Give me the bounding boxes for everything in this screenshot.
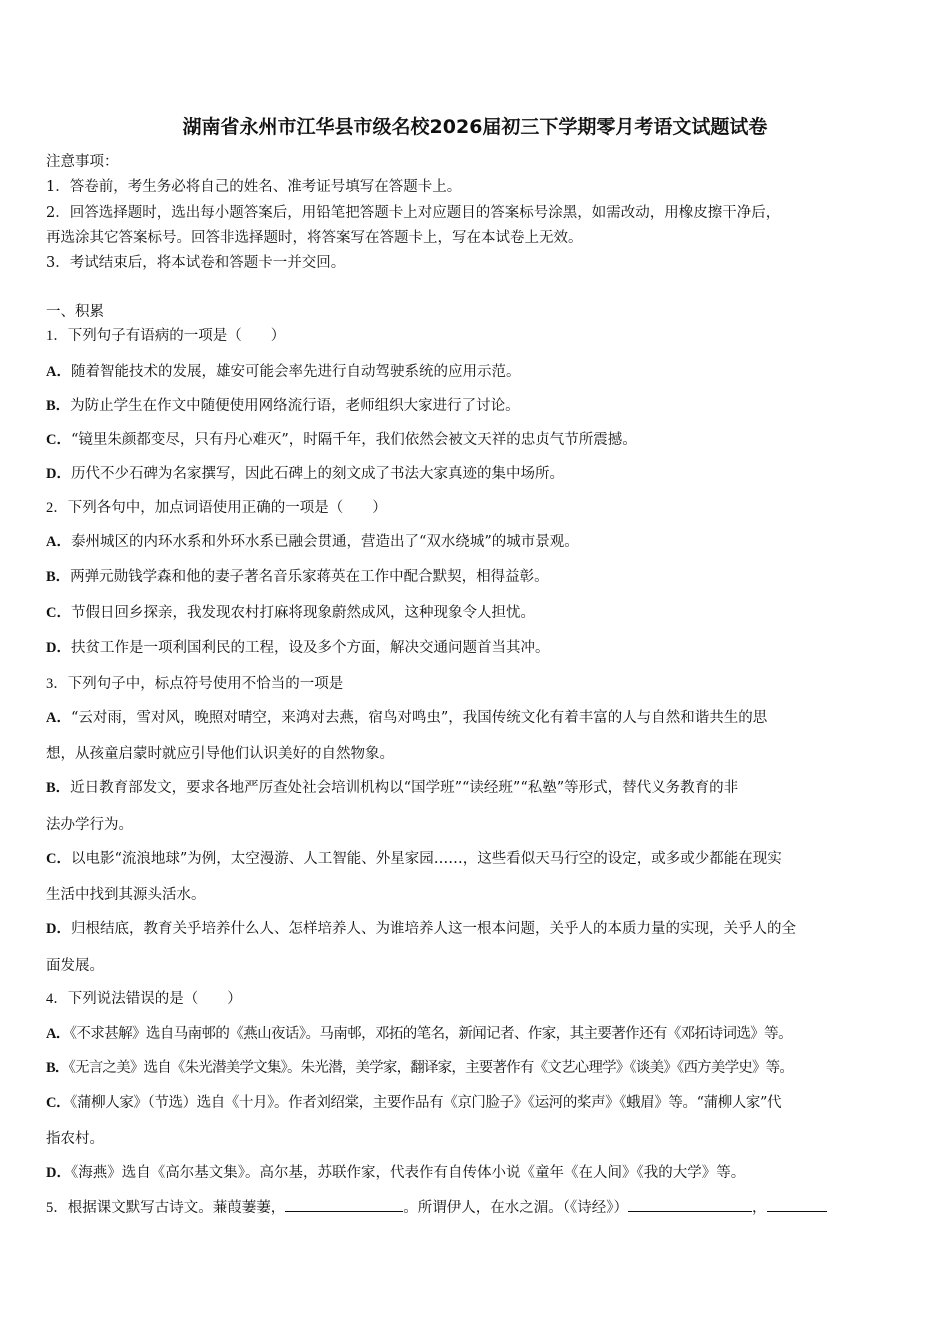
- option-label: D．: [46, 921, 71, 937]
- question-4-stem: [46, 989, 916, 1009]
- option-text: 《不求甚解》选自马南邨的《燕山夜话》。马南邨，邓拓的笔名，新闻记者、作家，其主要著作还有《邓拓诗词选》等。: [69, 1026, 792, 1042]
- question-3-option-a: [46, 708, 916, 728]
- option-label: D．: [46, 640, 71, 656]
- question-number: 3．: [46, 676, 68, 692]
- option-text: “镜里朱颜都变尽，只有丹心难灭”，时隔千年，我们依然会被文天祥的忠贞气节所震撼。: [70, 432, 637, 448]
- question-text-part-1: 根据课文默写古诗文。蒹葭萋萋，: [67, 1200, 286, 1216]
- question-4-option-c-cont: 指农村。: [46, 1131, 104, 1147]
- question-2-option-d: [46, 638, 916, 658]
- question-1-option-d: [46, 464, 916, 484]
- option-label: C．: [46, 605, 71, 621]
- option-text: 两弹元勋钱学森和他的妻子著名音乐家蒋英在工作中配合默契，相得益彰。: [70, 569, 549, 585]
- notice-item-2b: 再选涂其它答案标号。回答非选择题时，将答案写在答题卡上，写在本试卷上无效。: [46, 230, 583, 246]
- notice-item-3: 3．考试结束后，将本试卷和答题卡一并交回。: [46, 255, 346, 271]
- option-text: 扶贫工作是一项利国利民的工程，设及多个方面，解决交通问题首当其冲。: [70, 640, 550, 656]
- question-1-option-a: [46, 362, 916, 382]
- page-title: 湖南省永州市江华县市级名校2026届初三下学期零月考语文试题试卷: [182, 116, 768, 138]
- question-text: 下列句子中，标点符号使用不恰当的一项是: [67, 676, 344, 692]
- answer-blank-1[interactable]: [285, 1197, 403, 1212]
- question-4-option-a: [46, 1024, 916, 1044]
- question-number: 1．: [46, 328, 68, 344]
- option-text: 泰州城区的内环水系和外环水系已融会贯通，营造出了“双水绕城”的城市景观。: [70, 534, 579, 550]
- question-text-part-2: 。所谓伊人，在水之湄。（《诗经》）: [403, 1200, 628, 1216]
- option-text: “云对雨，雪对风，晚照对晴空，来鸿对去燕，宿鸟对鸣虫”，我国传统文化有着丰富的人与自然和谐共生的思: [70, 710, 768, 726]
- question-1-option-c: [46, 430, 916, 450]
- question-text: 下列句子有语病的一项是（ ）: [67, 328, 286, 344]
- option-label: B．: [46, 1060, 69, 1076]
- question-number: 5．: [46, 1200, 68, 1216]
- notice-item-1: 1．答卷前，考生务必将自己的姓名、准考证号填写在答题卡上。: [46, 179, 462, 195]
- question-5-stem: [46, 1197, 916, 1218]
- notice-item-2a: 2．回答选择题时，选出每小题答案后，用铅笔把答题卡上对应题目的答案标号涂黑，如需改动，用橡皮擦干净后，: [46, 205, 781, 221]
- question-2-stem: [46, 498, 916, 518]
- question-1-stem: [46, 326, 916, 346]
- question-3-option-b-cont: 法办学行为。: [46, 817, 133, 833]
- option-text: 为防止学生在作文中随便使用网络流行语，老师组织大家进行了讨论。: [70, 398, 520, 414]
- question-number: 4．: [46, 991, 68, 1007]
- option-label: C．: [46, 432, 71, 448]
- option-text: 近日教育部发文，要求各地严厉查处社会培训机构以“国学班”“读经班”“私塾”等形式，替代义务教育的非: [70, 780, 739, 796]
- question-2-option-b: [46, 567, 916, 587]
- question-3-option-c-cont: 生活中找到其源头活水。: [46, 887, 206, 903]
- option-label: A．: [46, 534, 71, 550]
- question-3-option-a-cont: 想，从孩童启蒙时就应引导他们认识美好的自然物象。: [46, 746, 394, 762]
- notice-heading: 注意事项：: [46, 154, 119, 170]
- question-3-stem: [46, 674, 916, 694]
- option-text: 以电影“流浪地球”为例，太空漫游、人工智能、外星家园……，这些看似天马行空的设定，或多或少都能在现实: [70, 851, 782, 867]
- option-label: D．: [46, 1165, 71, 1181]
- answer-blank-3[interactable]: [767, 1197, 827, 1212]
- question-2-option-a: [46, 532, 916, 552]
- question-text: 下列各句中，加点词语使用正确的一项是（ ）: [67, 500, 387, 516]
- option-label: A．: [46, 364, 71, 380]
- question-4-option-d: [46, 1163, 916, 1183]
- question-text-part-3: ，: [752, 1200, 767, 1216]
- option-text: 归根结底，教育关乎培养什么人、怎样培养人、为谁培养人这一根本问题，关乎人的本质力量的实现，关乎人的全: [70, 921, 796, 937]
- question-3-option-d-cont: 面发展。: [46, 958, 104, 974]
- question-3-option-c: [46, 849, 916, 869]
- question-4-option-c: [46, 1093, 916, 1113]
- question-1-option-b: [46, 396, 916, 416]
- question-4-option-b: [46, 1058, 916, 1078]
- option-label: D．: [46, 466, 71, 482]
- section-heading: 一、积累: [46, 304, 104, 320]
- question-3-option-d: [46, 919, 916, 939]
- option-label: B．: [46, 569, 71, 585]
- option-text: 《无言之美》选自《朱光潜美学文集》。朱光潜，美学家，翻译家，主要著作有《文艺心理学》《谈美》《西方美学史》等。: [68, 1060, 794, 1076]
- option-text: 《蒲柳人家》（节选）选自《十月》。作者刘绍棠，主要作品有《京门脸子》《运河的桨声》《蛾眉》等。“蒲柳人家”代: [70, 1095, 782, 1111]
- question-number: 2．: [46, 500, 68, 516]
- option-text: 历代不少石碑为名家撰写，因此石碑上的刻文成了书法大家真迹的集中场所。: [70, 466, 564, 482]
- option-label: C．: [46, 851, 71, 867]
- option-text: 节假日回乡探亲，我发现农村打麻将现象蔚然成风，这种现象令人担忧。: [70, 605, 535, 621]
- option-label: C．: [46, 1095, 71, 1111]
- answer-blank-2[interactable]: [628, 1197, 752, 1212]
- option-label: B．: [46, 398, 71, 414]
- option-text: 《海燕》选自《高尔基文集》。高尔基，苏联作家，代表作有自传体小说《童年《在人间》《我的大学》等。: [70, 1165, 746, 1181]
- option-text: 随着智能技术的发展，雄安可能会率先进行自动驾驶系统的应用示范。: [70, 364, 521, 380]
- option-label: A．: [46, 710, 71, 726]
- option-label: A．: [46, 1026, 70, 1042]
- option-label: B．: [46, 780, 71, 796]
- question-3-option-b: [46, 778, 916, 798]
- question-text: 下列说法错误的是（ ）: [67, 991, 242, 1007]
- question-2-option-c: [46, 603, 916, 623]
